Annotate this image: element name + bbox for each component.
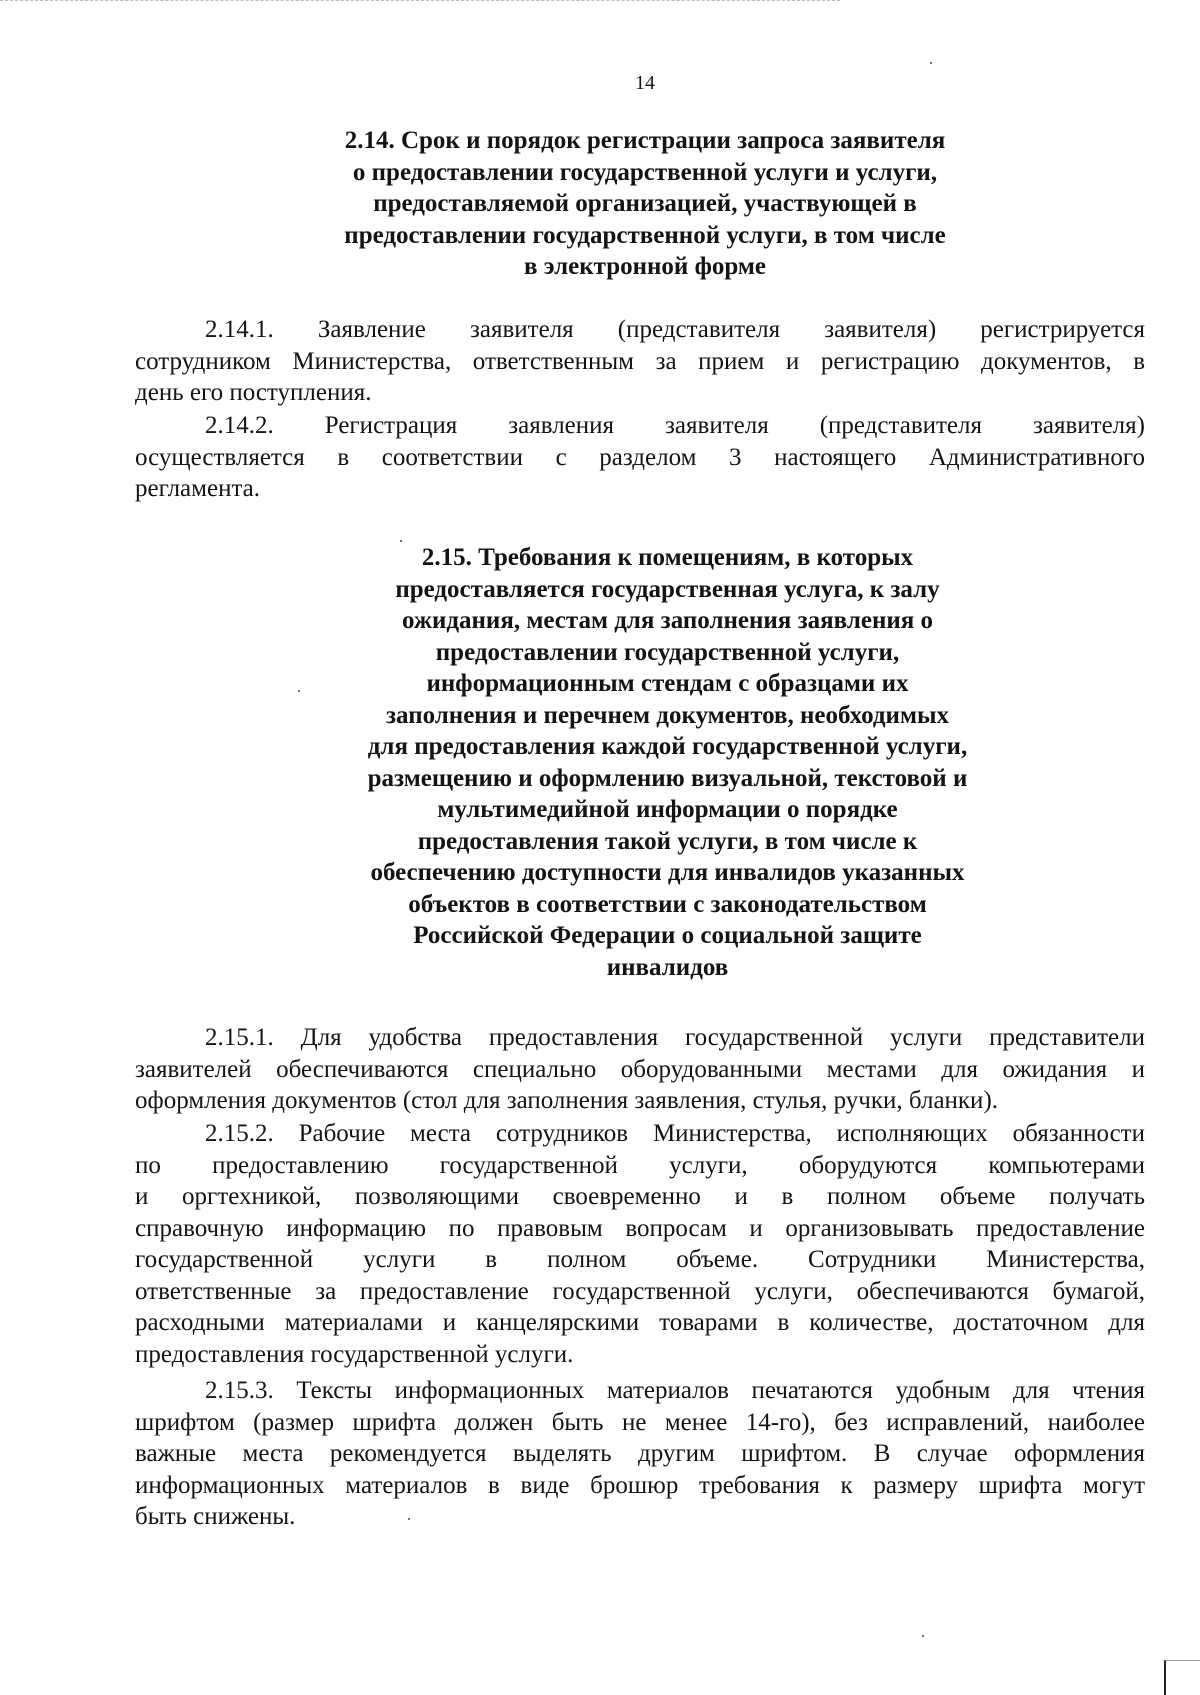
- heading-line: мультимедийной информации о порядке: [437, 796, 898, 823]
- heading-line: информационным стендам с образцами их: [426, 670, 909, 697]
- paragraph-line: ответственные за предоставление государственной услуги, обеспечиваются бумагой,: [135, 1277, 1145, 1305]
- paragraph-2-15-2: [135, 1118, 1145, 1370]
- heading-line: Российской Федерации о социальной защите: [413, 922, 922, 949]
- heading-line: в электронной форме: [523, 253, 767, 280]
- paragraph-2-15-3: [135, 1375, 1145, 1533]
- paragraph-line: информационных материалов в виде брошюр требования к размеру шрифта могут: [135, 1471, 1145, 1499]
- paragraph-line: предоставления государственной услуги.: [135, 1340, 574, 1368]
- paragraph-line: шрифтом (размер шрифта должен быть не менее 14-го), без исправлений, наиболее: [135, 1408, 1145, 1436]
- paragraph-line: быть снижены.: [135, 1503, 296, 1530]
- heading-line: обеспечению доступности для инвалидов указанных: [370, 859, 965, 886]
- heading-line: предоставлении государственной услуги,: [435, 638, 900, 666]
- paragraph-line: 2.15.3. Тексты информационных материалов печатаются удобным для чтения: [205, 1377, 1145, 1404]
- paragraph-2-15-1: [135, 1022, 1145, 1117]
- paragraph-line: регламента.: [135, 475, 261, 502]
- paragraph-line: справочную информацию по правовым вопросам и организовывать предоставление: [135, 1214, 1145, 1242]
- paragraph-2-14-1: [135, 314, 1145, 409]
- heading-line: о предоставлении государственной услуги и услуги,: [352, 158, 938, 186]
- heading-line: предоставляемой организацией, участвующей в: [373, 190, 917, 217]
- paragraph-line: оформления документов (стол для заполнения заявления, стулья, ручки, бланки).: [135, 1087, 999, 1114]
- paragraph-line: 2.15.1. Для удобства предоставления государственной услуги представители: [205, 1024, 1145, 1051]
- paragraph-line: заявителей обеспечиваются специально оборудованными местами для ожидания и: [135, 1055, 1145, 1083]
- scan-corner-artifact: [1164, 1660, 1200, 1695]
- paragraph-line: день его поступления.: [135, 379, 372, 406]
- scan-speck: [400, 540, 402, 542]
- paragraph-line: и оргтехникой, позволяющими своевременно и в полном объеме получать: [135, 1183, 1145, 1210]
- heading-line: предоставляется государственная услуга, к залу: [395, 575, 940, 603]
- scan-speck: [922, 1635, 924, 1637]
- paragraph-line: сотрудником Министерства, ответственным за прием и регистрацию документов, в: [135, 347, 1145, 375]
- paragraph-line: важные места рекомендуется выделять другим шрифтом. В случае оформления: [135, 1440, 1145, 1467]
- scan-top-edge-artifact: [0, 0, 840, 5]
- paragraph-line: 2.15.2. Рабочие места сотрудников Министерства, исполняющих обязанности: [205, 1120, 1145, 1147]
- paragraph-line: расходными материалами и канцелярскими товарами в количестве, достаточном для: [135, 1309, 1145, 1336]
- paragraph-line: 2.14.2. Регистрация заявления заявителя (представителя заявителя): [205, 412, 1145, 439]
- heading-line: ожидания, местам для заполнения заявления о: [401, 607, 934, 634]
- section-2-14-heading: [240, 125, 1050, 283]
- heading-line: объектов в соответствии с законодательством: [408, 890, 927, 918]
- paragraph-line: государственной услуги в полном объеме. Сотрудники Министерства,: [135, 1246, 1145, 1273]
- heading-line: для предоставления каждой государственной услуги,: [367, 733, 968, 760]
- heading-line: инвалидов: [606, 953, 729, 981]
- heading-line: размещению и оформлению визуальной, текстовой и: [367, 764, 968, 792]
- heading-line: предоставления такой услуги, в том числе к: [417, 827, 918, 855]
- section-2-15-heading: [285, 542, 1050, 983]
- scan-speck: [298, 690, 300, 692]
- page-number: 14: [635, 72, 655, 94]
- paragraph-line: 2.14.1. Заявление заявителя (представителя заявителя) регистрируется: [205, 316, 1145, 343]
- heading-line: 2.15. Требования к помещениям, в которых: [421, 544, 914, 571]
- paragraph-2-14-2: [135, 410, 1145, 505]
- paragraph-line: осуществляется в соответствии с разделом 3 настоящего Административного: [135, 443, 1145, 471]
- scan-speck: [930, 62, 932, 64]
- scan-speck: [408, 1518, 410, 1520]
- heading-line: 2.14. Срок и порядок регистрации запроса заявителя: [344, 127, 946, 154]
- heading-line: заполнения и перечнем документов, необходимых: [385, 701, 949, 729]
- paragraph-line: по предоставлению государственной услуги, оборудуются компьютерами: [135, 1151, 1145, 1179]
- heading-line: предоставлении государственной услуги, в том числе: [344, 221, 946, 249]
